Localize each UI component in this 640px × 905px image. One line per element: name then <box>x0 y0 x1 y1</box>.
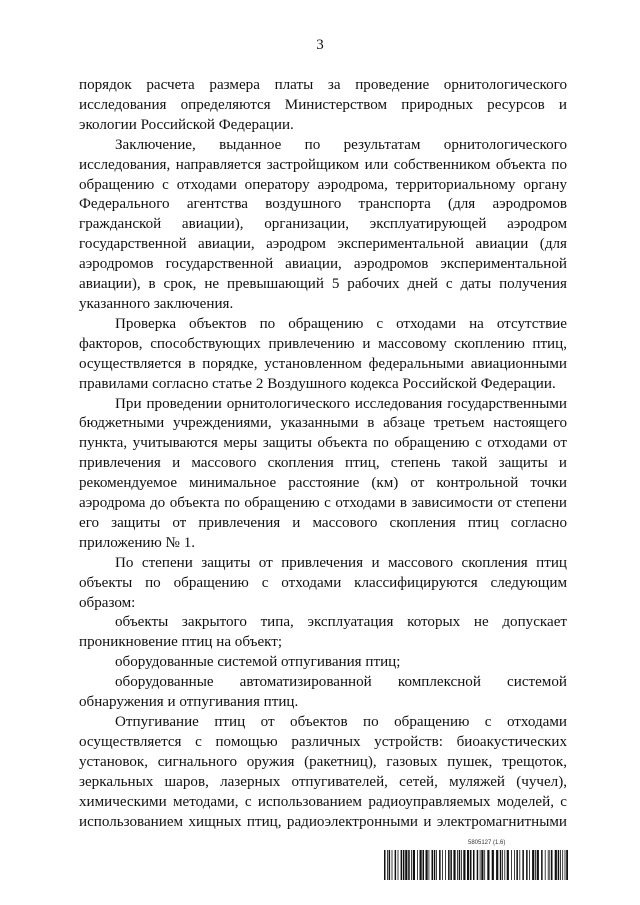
paragraph-5: По степени защиты от привлечения и массового скопления птиц объекты по обращению с отходами классифицируются следующим образом: <box>79 554 567 611</box>
paragraph-2: Заключение, выданное по результатам орнитологического исследования, направляется застройщиком или собственником объекта по обращению с отходами оператору аэродрома, территориальному органу Федерального агентства воздушного транспорта (для аэродромов гражданской авиации), организации, эксплуатирующей аэродром государственной авиации, аэродром экспериментальной авиации (для аэродромов государственной авиации, аэродромов экспериментальной авиации), в срок, не превышающий 5 рабочих дней с даты получения указанного заключения. <box>79 136 567 312</box>
page-number: 3 <box>316 37 324 53</box>
paragraph-1: порядок расчета размера платы за проведение орнитологического исследования определяются Министерством природных ресурсов и экологии Российской Федерации. <box>79 77 567 133</box>
paragraph-9: Отпугивание птиц от объектов по обращению с отходами осуществляется с помощью различных устройств: биоакустических установок, сигнального оружия (ракетниц), газовых пушек, трещоток, зеркальных шаров, лазерных отпугивателей, сетей, муляжей (чучел), химическими методами, с использованием радиоуправляемых моделей, с использованием хищных птиц, радиоэлектронными и электромагнитными <box>79 714 567 830</box>
list-item-repelling-system: оборудованные системой отпугивания птиц; <box>115 654 401 671</box>
barcode-icon <box>384 850 568 880</box>
document-code: 5805127 (1.6) <box>468 840 506 846</box>
paragraph-4: При проведении орнитологического исследования государственными бюджетными учреждениями, указанными в абзаце третьем настоящего пункта, учитываются меры защиты объекта по обращению с отходами от привлечения и массового скопления птиц, степень такой защиты и рекомендуемое минимальное расстояние (км) от контрольной точки аэродрома до объекта по обращению с отходами в зависимости от степени его защиты от привлечения и массового скопления птиц согласно приложению № 1. <box>79 395 567 551</box>
list-item-closed-type: объекты закрытого типа, эксплуатация которых не допускает проникновение птиц на объект; <box>79 614 567 651</box>
list-item-automated-system: оборудованные автоматизированной комплексной системой обнаружения и отпугивания птиц. <box>79 674 567 711</box>
document-body <box>79 76 567 832</box>
paragraph-3: Проверка объектов по обращению с отходами на отсутствие факторов, способствующих привлечению и массовому скоплению птиц, осуществляется в порядке, установленном федеральными авиационными правилами согласно статье 2 Воздушного кодекса Российской Федерации. <box>79 315 567 392</box>
